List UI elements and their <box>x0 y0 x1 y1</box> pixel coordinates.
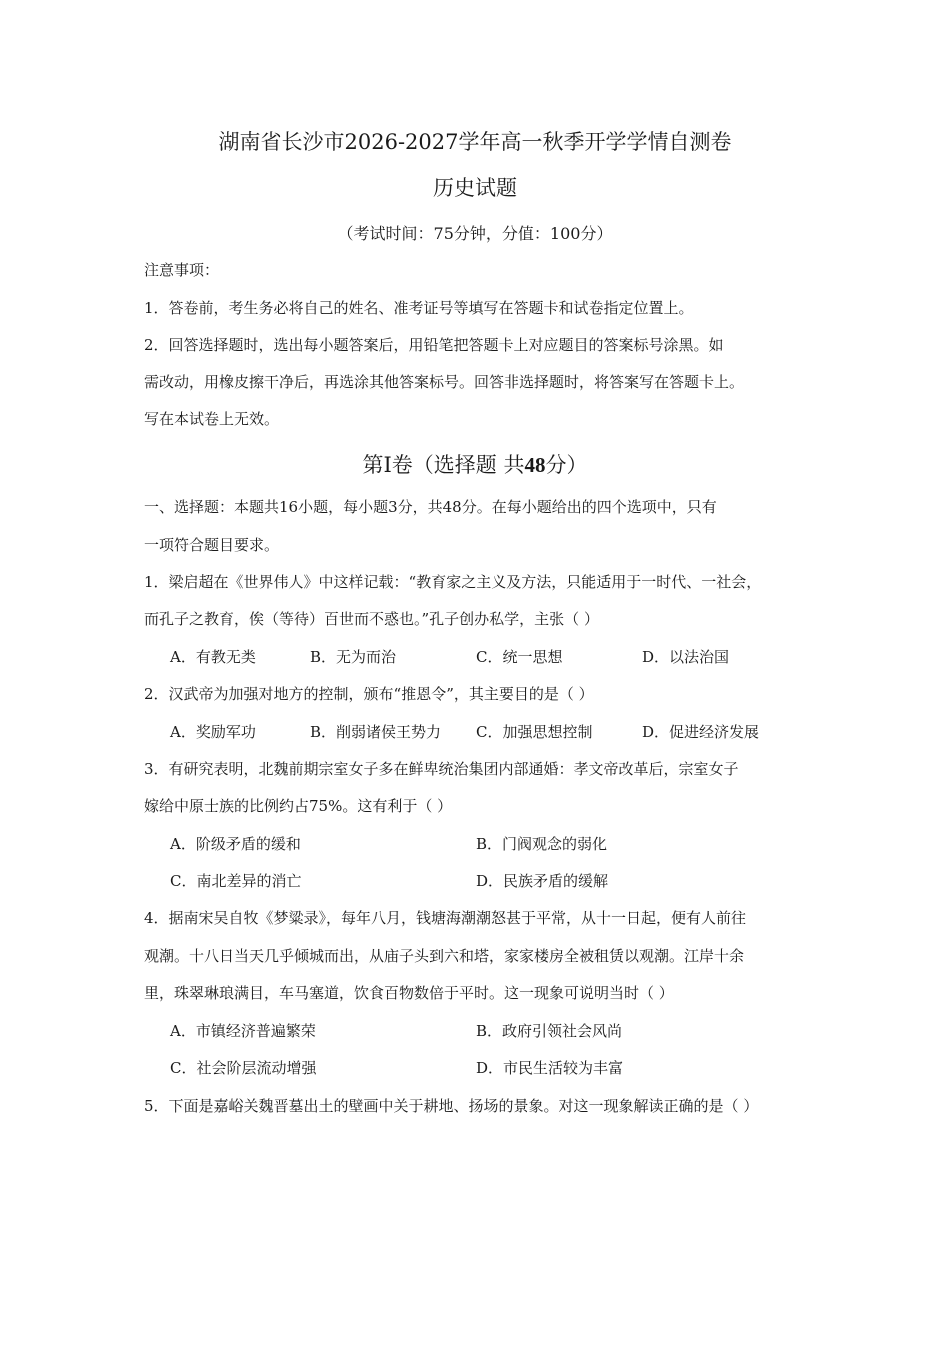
section-title <box>0 450 950 480</box>
note-item-2-line-2: 需改动，用橡皮擦干净后，再选涂其他答案标号。回答非选择题时，将答案写在答题卡上。 <box>144 373 745 391</box>
section-intro-line-1: 一、选择题：本题共16小题，每小题3分，共48分。在每小题给出的四个选项中，只有 <box>144 498 717 516</box>
section-intro-line-2: 一项符合题目要求。 <box>144 536 280 554</box>
question-1-option-b: B．无为而治 <box>310 648 397 666</box>
question-2-option-c: C．加强思想控制 <box>476 723 593 741</box>
question-2-line-1: 2．汉武帝为加强对地方的控制，颁布“推恩令”，其主要目的是（ ） <box>144 685 594 703</box>
question-3-line-1: 3．有研究表明，北魏前期宗室女子多在鲜卑统治集团内部通婚：孝文帝改革后，宗室女子 <box>144 760 739 778</box>
question-4-option-d: D．市民生活较为丰富 <box>476 1059 624 1077</box>
note-item-1: 1．答卷前，考生务必将自己的姓名、准考证号等填写在答题卡和试卷指定位置上。 <box>144 299 694 317</box>
question-1-option-a: A．有教无类 <box>170 648 256 666</box>
question-1-option-d: D．以法治国 <box>642 648 730 666</box>
section-title-score: 48 <box>524 453 546 477</box>
exam-time-score: （考试时间：75分钟，分值：100分） <box>337 224 613 243</box>
question-3-option-a: A．阶级矛盾的缓和 <box>170 835 301 853</box>
question-4-line-3: 里，珠翠琳琅满目，车马塞道，饮食百物数倍于平时。这一现象可说明当时（ ） <box>144 984 674 1002</box>
question-3-option-c: C．南北差异的消亡 <box>170 872 302 890</box>
question-1-line-2: 而孔子之教育，俟（等待）百世而不惑也。”孔子创办私学，主张（ ） <box>144 610 599 628</box>
question-2-option-d: D．促进经济发展 <box>642 723 760 741</box>
note-item-2-line-1: 2．回答选择题时，选出每小题答案后，用铅笔把答题卡上对应题目的答案标号涂黑。如 <box>144 336 724 354</box>
question-1-line-1: 1．梁启超在《世界伟人》中这样记载：“教育家之主义及方法，只能适用于一时代、一社会， <box>144 573 762 591</box>
question-4-option-b: B．政府引领社会风尚 <box>476 1022 623 1040</box>
exam-subject: 历史试题 <box>433 176 517 200</box>
question-4-line-1: 4．据南宋吴自牧《梦粱录》，每年八月，钱塘海潮潮怒甚于平常，从十一日起，便有人前往 <box>144 909 747 927</box>
notes-heading: 注意事项： <box>144 261 220 279</box>
question-4-line-2: 观潮。十八日当天几乎倾城而出，从庙子头到六和塔，家家楼房全被租赁以观潮。江岸十余 <box>144 947 745 965</box>
section-title-suffix: 分） <box>545 453 588 477</box>
question-3-option-d: D．民族矛盾的缓解 <box>476 872 609 890</box>
exam-title: 湖南省长沙市2026-2027学年高一秋季开学学情自测卷 <box>218 130 732 154</box>
question-4-option-a: A．市镇经济普遍繁荣 <box>170 1022 316 1040</box>
question-4-option-c: C．社会阶层流动增强 <box>170 1059 317 1077</box>
question-5-line-1: 5．下面是嘉峪关魏晋墓出土的壁画中关于耕地、扬场的景象。对这一现象解读正确的是（ ） <box>144 1097 759 1115</box>
question-3-line-2: 嫁给中原士族的比例约占75%。这有利于（ ） <box>144 797 453 815</box>
note-item-2-line-3: 写在本试卷上无效。 <box>144 410 280 428</box>
question-3-option-b: B．门阀观念的弱化 <box>476 835 608 853</box>
section-title-prefix: 第Ⅰ卷（选择题 共 <box>362 453 525 477</box>
question-2-option-a: A．奖励军功 <box>170 723 256 741</box>
question-1-option-c: C．统一思想 <box>476 648 563 666</box>
question-2-option-b: B．削弱诸侯王势力 <box>310 723 442 741</box>
